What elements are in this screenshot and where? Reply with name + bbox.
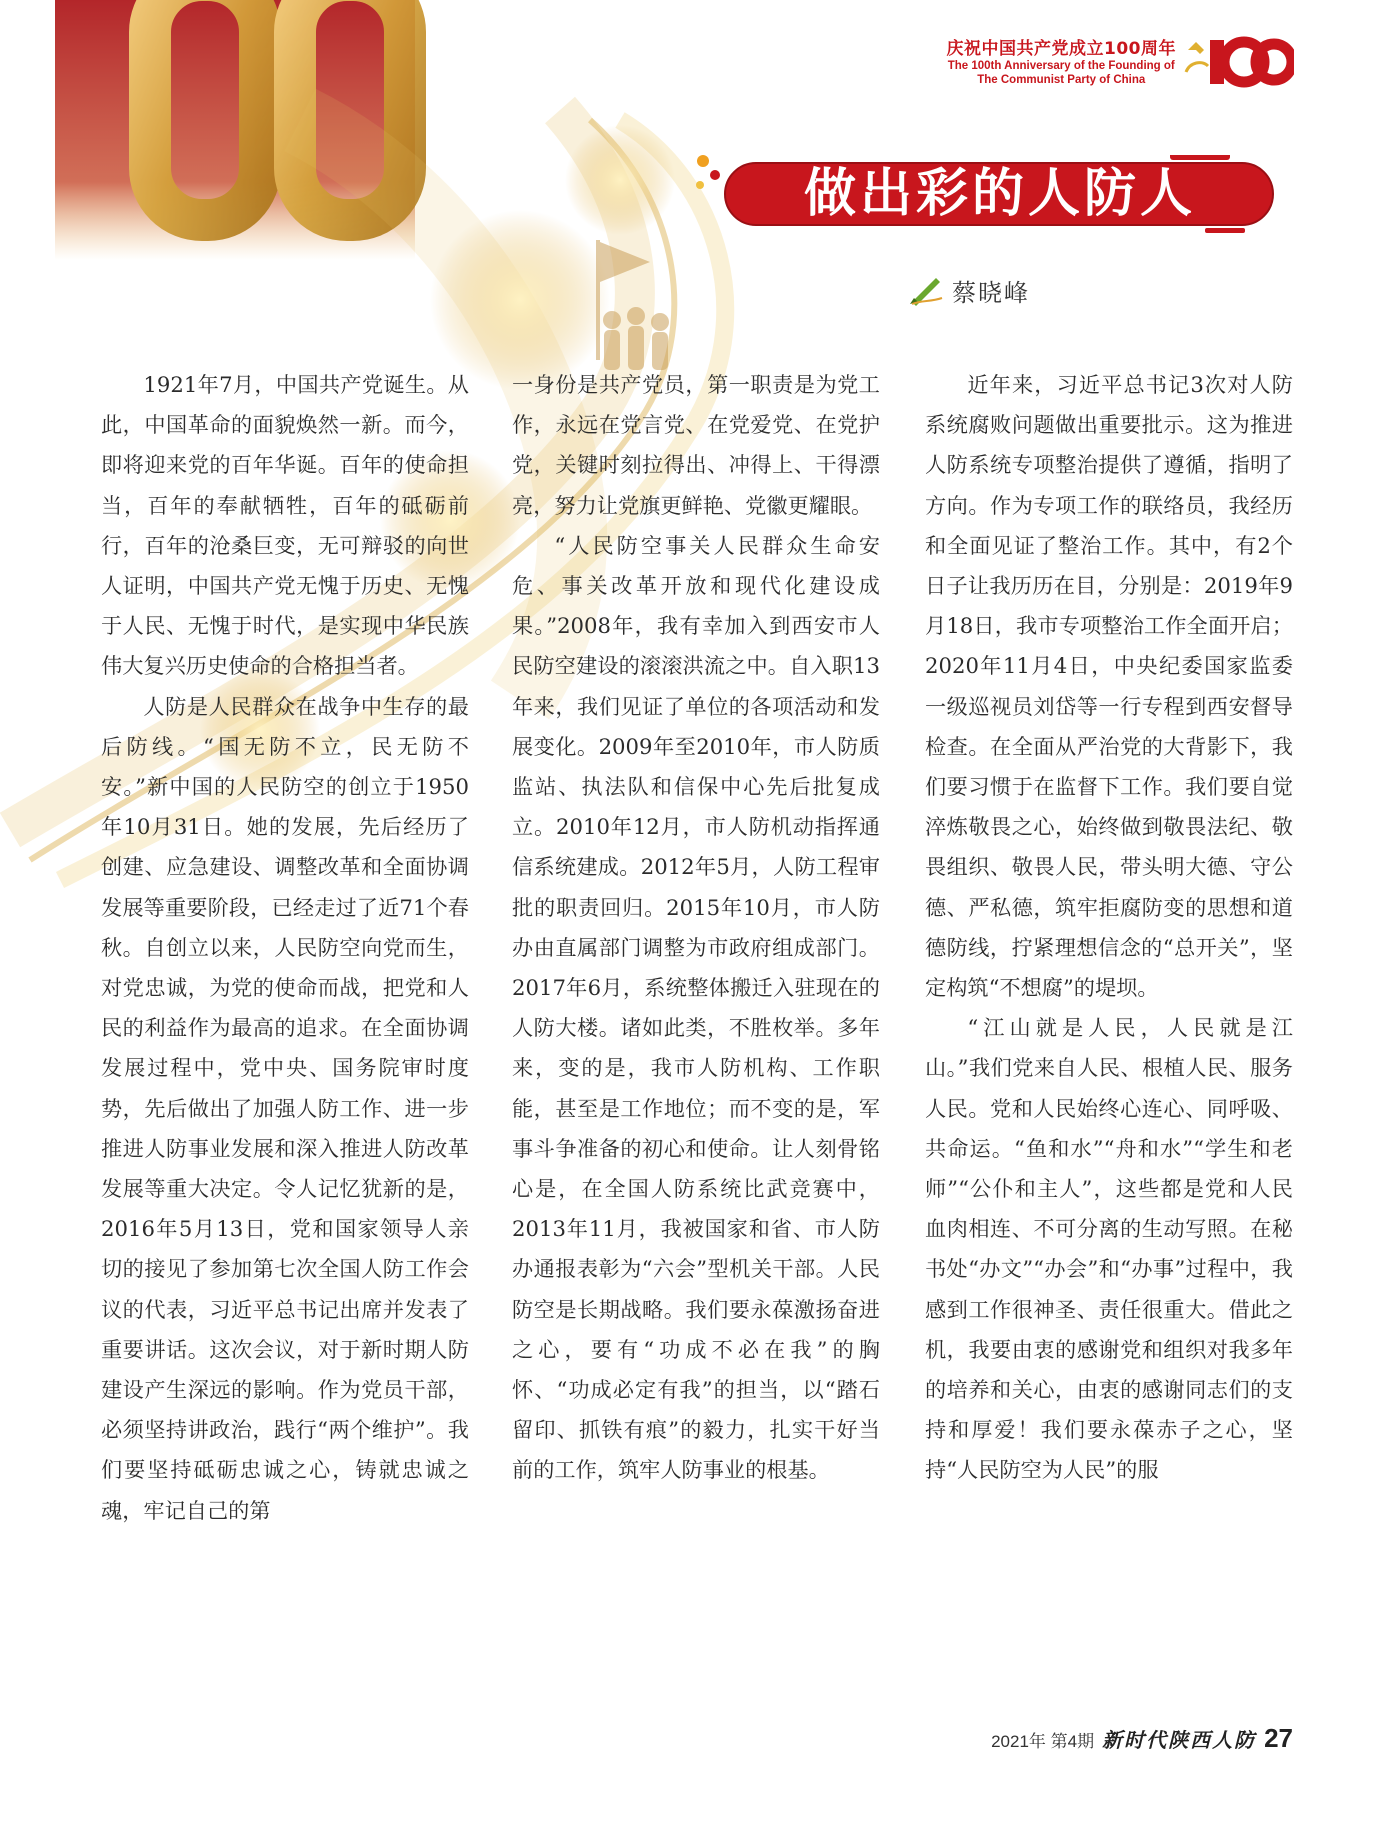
article-column-2 — [512, 365, 880, 1491]
article-title-banner — [695, 155, 1280, 233]
author-byline — [908, 270, 1030, 310]
header-en-line2: The Communist Party of China — [977, 74, 1146, 86]
party-100-logo-icon — [1182, 32, 1294, 88]
header-text — [947, 34, 1177, 87]
paragraph: 人防是人民群众在战争中生存的最后防线。“国无防不立，民无防不安。”新中国的人民防空的创立于1950年10月31日。她的发展，先后经历了创建、应急建设、调整改革和全面协调发展等重要阶段，已经走过了近71个春秋。自创立以来，人民防空向党而生，对党忠诚，为党的使命而战，把党和人民的利益作为最高的追求。在全面协调发展过程中，党中央、国务院审时度势，先后做出了加强人防工作、进一步推进人防事业发展和深入推进人防改革发展等重大决定。令人记忆犹新的是，2016年5月13日，党和国家领导人亲切的接见了参加第七次全国人防工作会议的代表，习近平总书记出席并发表了重要讲话。这次会议，对于新时期人防建设产生深远的影响。作为党员干部，必须坚持讲政治，践行“两个维护”。我们要坚持砥砺忠诚之心，铸就忠诚之魂，牢记自己的第 — [101, 693, 469, 1523]
article-column-1 — [101, 365, 469, 1531]
footer-magazine-name: 新时代陕西人防 — [1102, 1728, 1257, 1752]
paragraph: “江山就是人民，人民就是江山。”我们党来自人民、根植人民、服务人民。党和人民始终心连心、同呼吸、共命运。“鱼和水”“舟和水”“学生和老师”“公仆和主人”，这些都是党和人民血肉相连、不可分离的生动写照。在秘书处“办文”“办会”和“办事”过程中，我感到工作很神圣、责任很重大。借此之机，我要由衷的感谢党和组织对我多年的培养和关心，由衷的感谢同志们的支持和厚爱！我们要永葆赤子之心，坚持“人民防空为人民”的服 — [925, 1015, 1293, 1483]
page-number: 27 — [1264, 1723, 1293, 1753]
paragraph: 1921年7月，中国共产党诞生。从此，中国革命的面貌焕然一新。而今，即将迎来党的百年华诞。百年的使命担当，百年的奉献牺牲，百年的砥砺前行，百年的沧桑巨变，无可辩驳的向世人证明，中国共产党无愧于历史、无愧于人民、无愧于时代，是实现中华民族伟大复兴历史使命的合格担当者。 — [101, 372, 469, 679]
author-name: 蔡晓峰 — [952, 278, 1030, 307]
paragraph: “人民防空事关人民群众生命安危、事关改革开放和现代化建设成果。”2008年，我有幸加入到西安市人民防空建设的滚滚洪流之中。自入职13年来，我们见证了单位的各项活动和发展变化。2009年至2010年，市人防质监站、执法队和信保中心先后批复成立。2010年12月，市人防机动指挥通信系统建成。2012年5月，人防工程审批的职责回归。2015年10月，市人防办由直属部门调整为市政府组成部门。2017年6月，系统整体搬迁入驻现在的人防大楼。诸如此类，不胜枚举。多年来，变的是，我市人防机构、工作职能，甚至是工作地位；而不变的是，军事斗争准备的初心和使命。让人刻骨铭心是，在全国人防系统比武竞赛中，2013年11月，我被国家和省、市人防办通报表彰为“六会”型机关干部。人民防空是长期战略。我们要永葆激扬奋进之心，要有“功成不必在我”的胸怀、“功成必定有我”的担当，以“踏石留印、抓铁有痕”的毅力，扎实干好当前的工作，筑牢人防事业的根基。 — [512, 532, 880, 1483]
footer-issue: 2021年 第4期 — [991, 1732, 1095, 1751]
article-title: 做出彩的人防人 — [803, 164, 1196, 224]
anniversary-header — [824, 32, 1294, 92]
header-cn: 庆祝中国共产党成立100周年 — [946, 39, 1176, 59]
paragraph: 近年来，习近平总书记3次对人防系统腐败问题做出重要批示。这为推进人防系统专项整治提供了遵循，指明了方向。作为专项工作的联络员，我经历和全面见证了整治工作。其中，有2个日子让我历历在目，分别是：2019年9月18日，我市专项整治工作全面开启；2020年11月4日，中央纪委国家监委一级巡视员刘岱等一行专程到西安督导检查。在全面从严治党的大背影下，我们要习惯于在监督下工作。我们要自觉淬炼敬畏之心，始终做到敬畏法纪、敬畏组织、敬畏人民，带头明大德、守公德、严私德，筑牢拒腐防变的思想和道德防线，拧紧理想信念的“总开关”，坚定构筑“不想腐”的堤坝。 — [925, 372, 1293, 1001]
paragraph: 一身份是共产党员，第一职责是为党工作，永远在党言党、在党爱党、在党护党，关键时刻拉得出、冲得上、干得漂亮，努力让党旗更鲜艳、党徽更耀眼。 — [512, 372, 880, 518]
header-en-line1: The 100th Anniversary of the Founding of — [947, 60, 1175, 72]
article-column-3 — [925, 365, 1293, 1491]
page-footer — [991, 1723, 1293, 1754]
pen-icon — [908, 274, 944, 306]
